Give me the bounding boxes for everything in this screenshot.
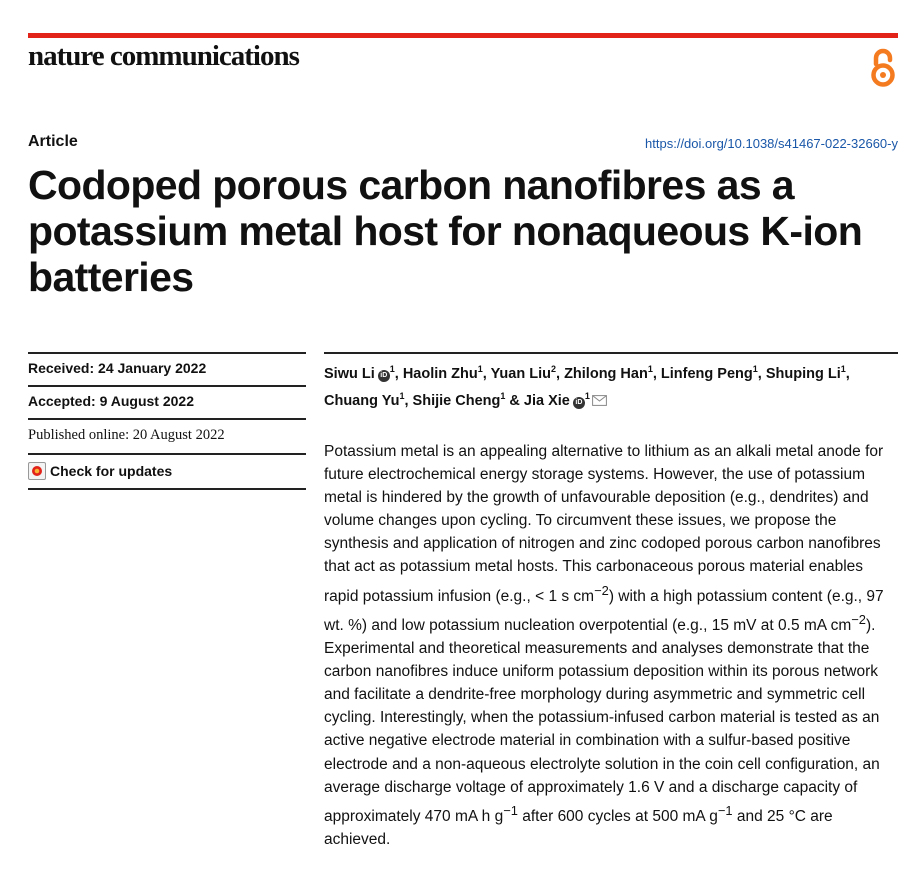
unit-superscript: −1 bbox=[503, 802, 518, 818]
header-accent-bar bbox=[28, 33, 898, 38]
author-name[interactable]: Siwu Li bbox=[324, 365, 375, 382]
journal-name: nature communications bbox=[28, 40, 299, 72]
open-access-icon bbox=[868, 48, 898, 88]
article-title: Codoped porous carbon nanofibres as a potassium metal host for nonaqueous K-ion batteries bbox=[28, 162, 863, 300]
author-name[interactable]: Haolin Zhu bbox=[402, 365, 478, 382]
author-name[interactable]: Chuang Yu bbox=[324, 392, 400, 409]
unit-superscript: −1 bbox=[717, 802, 733, 818]
accepted-date: Accepted: 9 August 2022 bbox=[28, 393, 194, 409]
unit-superscript: −2 bbox=[851, 611, 866, 627]
mail-icon[interactable] bbox=[592, 395, 607, 406]
author-name[interactable]: Linfeng Peng bbox=[660, 365, 753, 382]
affiliation-marker: 1 bbox=[752, 364, 758, 374]
divider bbox=[28, 453, 306, 455]
author-name[interactable]: Zhilong Han bbox=[564, 365, 648, 382]
check-updates-icon bbox=[28, 462, 46, 480]
check-updates-link[interactable] bbox=[28, 462, 172, 480]
affiliation-marker: 1 bbox=[477, 364, 483, 374]
abstract-text: ) with a high potassium content (e.g., 97 wt. %) and low potassium nucleation overpotential (e.g., 15 mV at 0.5 mA cm bbox=[324, 587, 884, 634]
affiliation-marker: 1 bbox=[500, 390, 506, 401]
received-date: Received: 24 January 2022 bbox=[28, 360, 207, 376]
abstract-text: Potassium metal is an appealing alternative to lithium as an alkali metal anode for future electrochemical energy storage systems. However, the use of potassium metal is hindered by the growth of unfavourable deposition (e.g., dendrites) and volume changes upon cycling. To circumvent these issues, we propose the synthesis and application of nitrogen and zinc codoped porous carbon nanofibres that act as potassium metal hosts. This carbonaceous porous material enables rapid potassium infusion (e.g., < 1 s cm bbox=[324, 443, 884, 605]
divider bbox=[324, 352, 898, 354]
affiliation-marker: 1 bbox=[399, 390, 405, 401]
divider bbox=[28, 385, 306, 387]
abstract-text: ). Experimental and theoretical measurements and analyses demonstrate that the carbon nanofibres induce uniform potassium deposition within its porous network and facilitate a dendrite-free morphology during asymmetric and symmetric cell cycling. Interestingly, when the potassium-infused carbon material is tested as an active negative electrode material in combination with a sulfur-based positive electrode and a non-aqueous electrolyte solution in the coin cell configuration, an average discharge voltage of approximately 1.6 V and a discharge capacity of approximately 470 mA h g bbox=[324, 616, 880, 825]
affiliation-marker: 1 bbox=[584, 390, 590, 401]
author-name[interactable]: Yuan Liu bbox=[490, 365, 551, 382]
abstract bbox=[324, 440, 900, 851]
divider bbox=[28, 488, 306, 490]
author-name[interactable]: Shuping Li bbox=[765, 365, 841, 382]
article-type: Article bbox=[28, 133, 78, 150]
author-name[interactable]: Jia Xie bbox=[523, 392, 570, 409]
orcid-icon[interactable]: iD bbox=[573, 397, 585, 409]
affiliation-marker: 2 bbox=[550, 364, 556, 374]
published-date: Published online: 20 August 2022 bbox=[28, 427, 225, 443]
author-name[interactable]: Shijie Cheng bbox=[412, 392, 501, 409]
abstract-text: after 600 cycles at 500 mA g bbox=[517, 807, 718, 825]
affiliation-marker: 1 bbox=[840, 364, 846, 374]
orcid-icon[interactable]: iD bbox=[378, 370, 390, 382]
divider bbox=[28, 418, 306, 420]
doi-link[interactable]: https://doi.org/10.1038/s41467-022-32660-y bbox=[645, 136, 898, 151]
abstract-text: and 25 °C are achieved. bbox=[324, 807, 833, 848]
author-list: Siwu Li $iD^1$, Haolin Zhu$^1$, Yuan Liu$^2$, Zhilong Han$^1$, Linfeng Peng$^1$, Shuping Li$^1$, Chuang Yu$^1$, Shijie Cheng$^1$ & Jia Xie $iD^1$ bbox=[324, 364, 850, 409]
divider bbox=[28, 352, 306, 354]
affiliation-marker: 1 bbox=[389, 364, 395, 374]
unit-superscript: −2 bbox=[594, 582, 609, 598]
affiliation-marker: 1 bbox=[647, 364, 653, 374]
check-updates-label: Check for updates bbox=[50, 463, 173, 479]
